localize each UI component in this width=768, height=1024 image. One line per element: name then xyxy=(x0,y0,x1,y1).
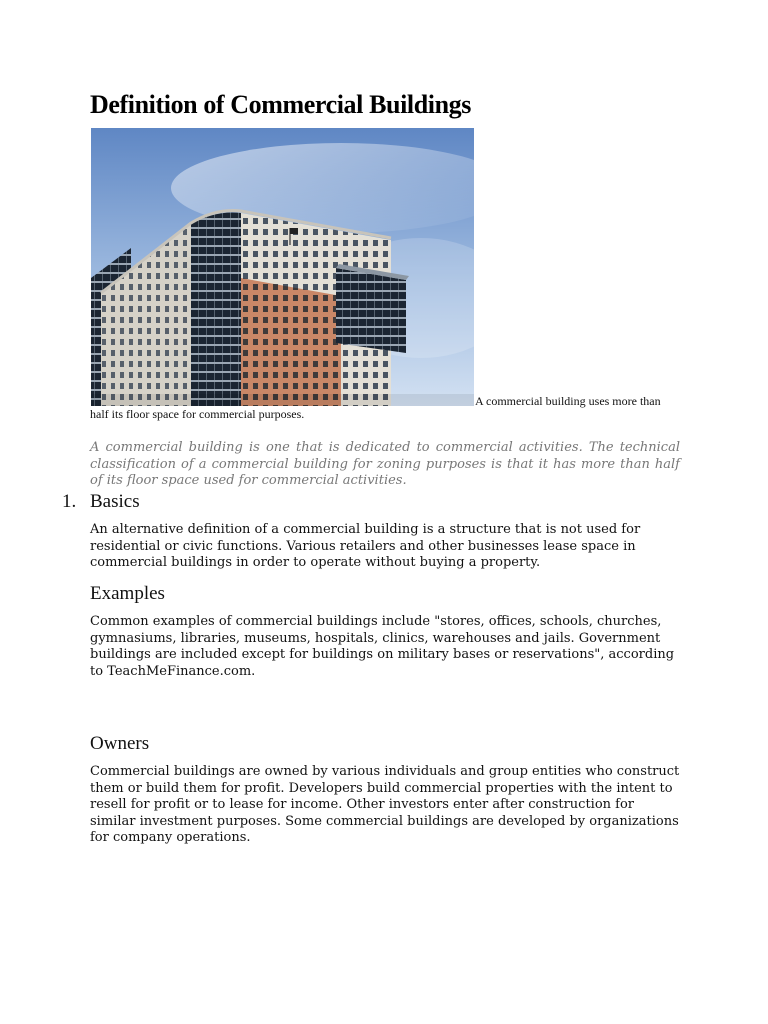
section-heading-text: Basics xyxy=(90,491,140,512)
section-body-examples: Common examples of commercial buildings include "stores, offices, schools, churches, gymnasiums, libraries, museums, hospitals, clinics, warehouses and jails. Government buildings are included except for buildings on military bases or reservations", according to TeachMeFinance.com. xyxy=(90,614,675,679)
image-caption: A commercial building uses more than xyxy=(475,394,661,408)
building-photo xyxy=(91,128,474,406)
section-body-basics: An alternative definition of a commercial building is a structure that is not used for residential or civic functions. Various retailers and other businesses lease space in commercial buildings in order to operate without buying a property. xyxy=(90,522,641,570)
image-caption-continued: half its floor space for commercial purposes. xyxy=(90,407,305,421)
section-heading-basics xyxy=(62,491,140,513)
section-heading-examples: Examples xyxy=(90,583,165,604)
intro-paragraph: A commercial building is one that is dedicated to commercial activities. The technical classification of a commercial building for zoning purposes is that it has more than half of its floor space used for commercial activities. xyxy=(90,440,680,488)
section-heading-owners: Owners xyxy=(90,733,150,754)
section-body-owners: Commercial buildings are owned by various individuals and group entities who construct them or build them for profit. Developers build commercial properties with the intent to resell for profit or to lease for income. Other investors enter after construction for similar investment purposes. Some commercial buildings are developed by organizations for company operations. xyxy=(90,764,680,845)
page-title: Definition of Commercial Buildings xyxy=(90,90,471,119)
section-number: 1. xyxy=(62,491,77,512)
